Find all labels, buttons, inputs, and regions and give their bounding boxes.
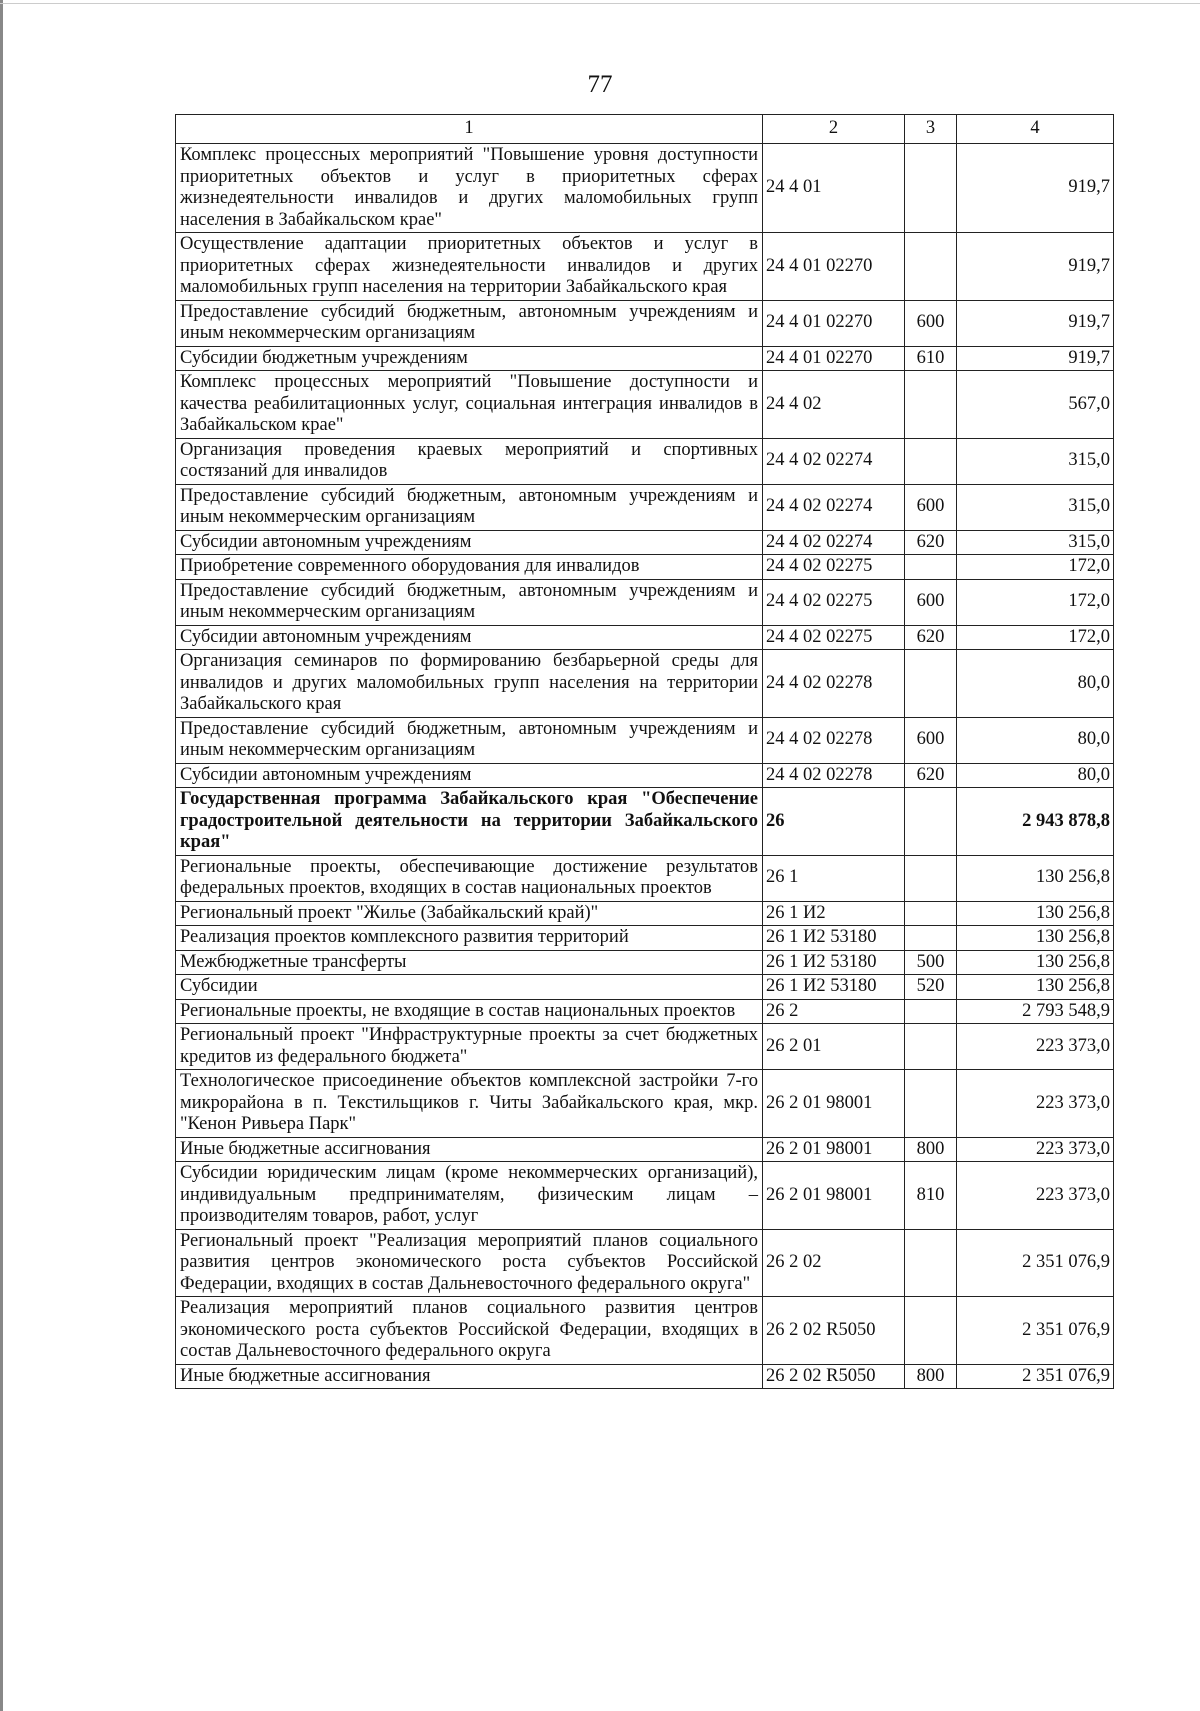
row-type-cell xyxy=(905,144,957,233)
row-amount-cell: 919,7 xyxy=(957,300,1114,346)
table-row xyxy=(176,901,1114,926)
table-row xyxy=(176,144,1114,233)
row-type-cell: 620 xyxy=(905,530,957,555)
table-row xyxy=(176,1364,1114,1389)
row-type-cell: 600 xyxy=(905,579,957,625)
table-row xyxy=(176,625,1114,650)
table-header-row xyxy=(176,115,1114,144)
scan-edge xyxy=(0,0,3,1711)
page-number: 77 xyxy=(587,71,613,98)
table-row xyxy=(176,788,1114,856)
row-name-cell: Реализация проектов комплексного развития территорий xyxy=(176,926,763,951)
row-code-cell: 24 4 01 02270 xyxy=(763,346,905,371)
row-type-cell: 610 xyxy=(905,346,957,371)
row-name-cell: Приобретение современного оборудования для инвалидов xyxy=(176,555,763,580)
row-type-cell xyxy=(905,1070,957,1138)
row-code-cell: 26 2 01 98001 xyxy=(763,1070,905,1138)
table-row xyxy=(176,855,1114,901)
row-amount-cell: 315,0 xyxy=(957,530,1114,555)
table-row xyxy=(176,1137,1114,1162)
row-name-cell: Иные бюджетные ассигнования xyxy=(176,1364,763,1389)
table-row xyxy=(176,579,1114,625)
row-amount-cell: 223 373,0 xyxy=(957,1137,1114,1162)
table-row xyxy=(176,950,1114,975)
row-type-cell: 600 xyxy=(905,300,957,346)
row-code-cell: 26 2 01 98001 xyxy=(763,1162,905,1230)
row-type-cell xyxy=(905,926,957,951)
row-amount-cell: 567,0 xyxy=(957,371,1114,439)
row-code-cell: 24 4 02 02275 xyxy=(763,579,905,625)
row-code-cell: 24 4 02 02274 xyxy=(763,530,905,555)
row-amount-cell: 80,0 xyxy=(957,650,1114,718)
row-code-cell: 26 1 И2 53180 xyxy=(763,975,905,1000)
row-type-cell: 800 xyxy=(905,1137,957,1162)
row-type-cell: 520 xyxy=(905,975,957,1000)
row-amount-cell: 919,7 xyxy=(957,233,1114,301)
row-amount-cell: 172,0 xyxy=(957,579,1114,625)
row-name-cell: Региональный проект "Реализация мероприятий планов социального развития центров экономического роста субъектов Российской Федерации, входящих в состав Дальневосточного федерального округа" xyxy=(176,1229,763,1297)
row-type-cell xyxy=(905,855,957,901)
table-row xyxy=(176,717,1114,763)
row-type-cell: 620 xyxy=(905,625,957,650)
column-header-amount: 4 xyxy=(957,115,1114,144)
row-amount-cell: 919,7 xyxy=(957,346,1114,371)
row-amount-cell: 130 256,8 xyxy=(957,950,1114,975)
row-name-cell: Комплекс процессных мероприятий "Повышение уровня доступности приоритетных объектов и услуг в приоритетных сферах жизнедеятельности инвалидов и других маломобильных групп населения в Забайкальском крае" xyxy=(176,144,763,233)
row-amount-cell: 315,0 xyxy=(957,484,1114,530)
row-code-cell: 26 2 01 xyxy=(763,1024,905,1070)
row-code-cell: 24 4 02 xyxy=(763,371,905,439)
column-header-type: 3 xyxy=(905,115,957,144)
row-name-cell: Субсидии юридическим лицам (кроме некоммерческих организаций), индивидуальным предпринимателям, физическим лицам – производителям товаров, работ, услуг xyxy=(176,1162,763,1230)
table-row xyxy=(176,999,1114,1024)
row-name-cell: Предоставление субсидий бюджетным, автономным учреждениям и иным некоммерческим организациям xyxy=(176,717,763,763)
row-code-cell: 24 4 01 02270 xyxy=(763,300,905,346)
row-type-cell xyxy=(905,788,957,856)
row-code-cell: 24 4 02 02278 xyxy=(763,717,905,763)
row-type-cell xyxy=(905,1229,957,1297)
table-row xyxy=(176,1162,1114,1230)
table-row xyxy=(176,926,1114,951)
table-row xyxy=(176,484,1114,530)
row-name-cell: Межбюджетные трансферты xyxy=(176,950,763,975)
row-type-cell xyxy=(905,371,957,439)
row-amount-cell: 130 256,8 xyxy=(957,975,1114,1000)
row-name-cell: Субсидии автономным учреждениям xyxy=(176,625,763,650)
row-amount-cell: 2 351 076,9 xyxy=(957,1297,1114,1365)
row-amount-cell: 172,0 xyxy=(957,625,1114,650)
table-row xyxy=(176,346,1114,371)
row-type-cell xyxy=(905,650,957,718)
row-code-cell: 26 xyxy=(763,788,905,856)
row-name-cell: Субсидии бюджетным учреждениям xyxy=(176,346,763,371)
row-name-cell: Региональные проекты, обеспечивающие достижение результатов федеральных проектов, входящих в состав национальных проектов xyxy=(176,855,763,901)
row-name-cell: Реализация мероприятий планов социального развития центров экономического роста субъектов Российской Федерации, входящих в состав Дальневосточного федерального округа xyxy=(176,1297,763,1365)
row-type-cell xyxy=(905,1024,957,1070)
row-code-cell: 24 4 02 02274 xyxy=(763,484,905,530)
row-type-cell: 600 xyxy=(905,484,957,530)
row-type-cell xyxy=(905,901,957,926)
row-amount-cell: 315,0 xyxy=(957,438,1114,484)
table-row xyxy=(176,438,1114,484)
table-row xyxy=(176,300,1114,346)
row-code-cell: 24 4 02 02274 xyxy=(763,438,905,484)
table-row xyxy=(176,1070,1114,1138)
row-name-cell: Региональный проект "Жилье (Забайкальский край)" xyxy=(176,901,763,926)
table-row xyxy=(176,650,1114,718)
row-name-cell: Предоставление субсидий бюджетным, автономным учреждениям и иным некоммерческим организациям xyxy=(176,484,763,530)
row-type-cell: 810 xyxy=(905,1162,957,1230)
table-row xyxy=(176,555,1114,580)
row-amount-cell: 130 256,8 xyxy=(957,901,1114,926)
row-name-cell: Осуществление адаптации приоритетных объектов и услуг в приоритетных сферах жизнедеятельности инвалидов и других маломобильных групп населения на территории Забайкальского края xyxy=(176,233,763,301)
row-name-cell: Организация семинаров по формированию безбарьерной среды для инвалидов и других маломобильных групп населения на территории Забайкальского края xyxy=(176,650,763,718)
row-code-cell: 26 1 И2 53180 xyxy=(763,950,905,975)
table-row xyxy=(176,530,1114,555)
row-code-cell: 26 2 02 R5050 xyxy=(763,1297,905,1365)
row-amount-cell: 223 373,0 xyxy=(957,1162,1114,1230)
row-amount-cell: 130 256,8 xyxy=(957,855,1114,901)
row-name-cell: Государственная программа Забайкальского края "Обеспечение градостроительной деятельности на территории Забайкальского края" xyxy=(176,788,763,856)
row-type-cell: 620 xyxy=(905,763,957,788)
table-row xyxy=(176,233,1114,301)
table-row xyxy=(176,371,1114,439)
row-code-cell: 26 1 xyxy=(763,855,905,901)
row-code-cell: 26 2 xyxy=(763,999,905,1024)
row-name-cell: Предоставление субсидий бюджетным, автономным учреждениям и иным некоммерческим организациям xyxy=(176,579,763,625)
row-code-cell: 24 4 02 02278 xyxy=(763,650,905,718)
scan-top-line xyxy=(0,3,1200,4)
row-code-cell: 26 2 01 98001 xyxy=(763,1137,905,1162)
row-name-cell: Технологическое присоединение объектов комплексной застройки 7-го микрорайона в п. Текстильщиков г. Читы Забайкальского края, мкр. "Кенон Ривьера Парк" xyxy=(176,1070,763,1138)
row-code-cell: 26 2 02 R5050 xyxy=(763,1364,905,1389)
row-name-cell: Региональные проекты, не входящие в состав национальных проектов xyxy=(176,999,763,1024)
row-type-cell: 500 xyxy=(905,950,957,975)
row-amount-cell: 2 943 878,8 xyxy=(957,788,1114,856)
row-amount-cell: 2 793 548,9 xyxy=(957,999,1114,1024)
row-amount-cell: 2 351 076,9 xyxy=(957,1229,1114,1297)
row-amount-cell: 130 256,8 xyxy=(957,926,1114,951)
row-type-cell xyxy=(905,438,957,484)
row-amount-cell: 919,7 xyxy=(957,144,1114,233)
row-code-cell: 24 4 01 02270 xyxy=(763,233,905,301)
row-name-cell: Комплекс процессных мероприятий "Повышение доступности и качества реабилитационных услуг, социальная интеграция инвалидов в Забайкальском крае" xyxy=(176,371,763,439)
row-type-cell xyxy=(905,1297,957,1365)
row-code-cell: 24 4 02 02278 xyxy=(763,763,905,788)
row-name-cell: Субсидии автономным учреждениям xyxy=(176,530,763,555)
table-row xyxy=(176,975,1114,1000)
row-name-cell: Субсидии xyxy=(176,975,763,1000)
row-amount-cell: 80,0 xyxy=(957,763,1114,788)
table-row xyxy=(176,1024,1114,1070)
table-body xyxy=(176,144,1114,1389)
table-row xyxy=(176,763,1114,788)
column-header-code: 2 xyxy=(763,115,905,144)
row-type-cell: 600 xyxy=(905,717,957,763)
row-amount-cell: 223 373,0 xyxy=(957,1024,1114,1070)
table-row xyxy=(176,1229,1114,1297)
row-type-cell xyxy=(905,555,957,580)
row-code-cell: 26 2 02 xyxy=(763,1229,905,1297)
row-name-cell: Организация проведения краевых мероприятий и спортивных состязаний для инвалидов xyxy=(176,438,763,484)
row-amount-cell: 2 351 076,9 xyxy=(957,1364,1114,1389)
row-code-cell: 26 1 И2 xyxy=(763,901,905,926)
row-name-cell: Региональный проект "Инфраструктурные проекты за счет бюджетных кредитов из федерального бюджета" xyxy=(176,1024,763,1070)
column-header-name: 1 xyxy=(176,115,763,144)
row-amount-cell: 80,0 xyxy=(957,717,1114,763)
row-type-cell: 800 xyxy=(905,1364,957,1389)
row-code-cell: 24 4 02 02275 xyxy=(763,625,905,650)
row-name-cell: Субсидии автономным учреждениям xyxy=(176,763,763,788)
table-row xyxy=(176,1297,1114,1365)
budget-table xyxy=(175,114,1114,1389)
row-code-cell: 26 1 И2 53180 xyxy=(763,926,905,951)
row-amount-cell: 223 373,0 xyxy=(957,1070,1114,1138)
row-code-cell: 24 4 02 02275 xyxy=(763,555,905,580)
row-name-cell: Иные бюджетные ассигнования xyxy=(176,1137,763,1162)
row-code-cell: 24 4 01 xyxy=(763,144,905,233)
row-type-cell xyxy=(905,233,957,301)
row-type-cell xyxy=(905,999,957,1024)
row-amount-cell: 172,0 xyxy=(957,555,1114,580)
row-name-cell: Предоставление субсидий бюджетным, автономным учреждениям и иным некоммерческим организациям xyxy=(176,300,763,346)
